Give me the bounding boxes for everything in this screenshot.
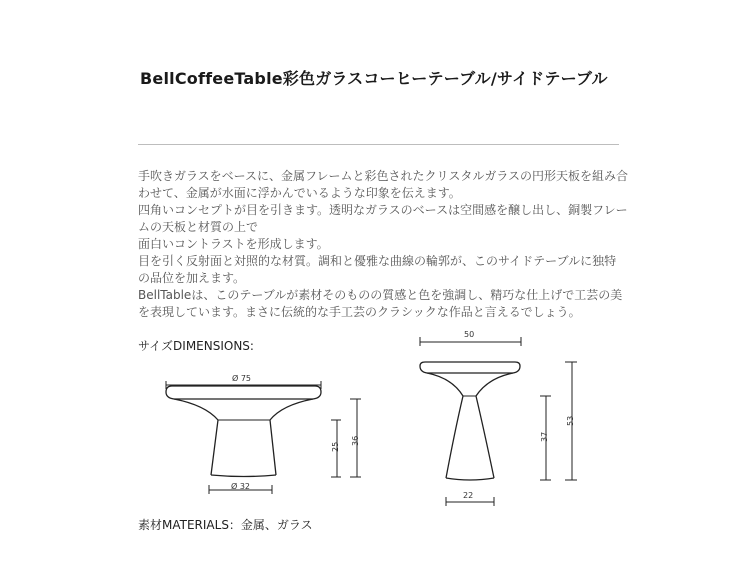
total-height-label: 36 [351, 435, 360, 446]
description-paragraph: BellTableは、このテーブルが素材そのものの質感と色を強調し、精巧な仕上げで工芸の美を表現しています。まさに伝統的な手工芸のクラシックな作品と言えるでしょう。 [138, 288, 623, 319]
dimensions-heading: サイズDIMENSIONS: [138, 339, 254, 353]
side-table-drawing [420, 337, 577, 506]
top-width-label: 50 [464, 330, 475, 339]
product-title: BellCoffeeTable彩色ガラスコーヒーテーブル/サイドテーブル [140, 69, 608, 88]
base-height-label: 25 [331, 441, 340, 452]
top-diameter-label: Ø 75 [232, 374, 252, 383]
description-paragraph: 手吹きガラスをベースに、金属フレームと彩色されたクリスタルガラスの円形天板を組み合わせて、金属が水面に浮かんでいるような印象を伝えます。 [138, 169, 628, 200]
base-height-label: 37 [540, 431, 549, 442]
total-height-label: 53 [566, 415, 575, 426]
base-width-label: 22 [463, 491, 474, 500]
description-paragraph: 四角いコンセプトが目を引きます。透明なガラスのベースは空間感を醸し出し、銅製フレームの天板と材質の上で [138, 203, 628, 234]
base-diameter-label: Ø 32 [231, 482, 251, 491]
description-paragraph: 目を引く反射面と対照的な材質。調和と優雅な曲線の輪郭が、このサイドテーブルに独特の品位を加えます。 [138, 254, 617, 285]
materials-text: 素材MATERIALS：金属、ガラス [138, 518, 313, 532]
coffee-table-labels [231, 373, 360, 491]
description-paragraph: 面白いコントラストを形成します。 [138, 237, 329, 251]
coffee-table-drawing [166, 381, 361, 494]
